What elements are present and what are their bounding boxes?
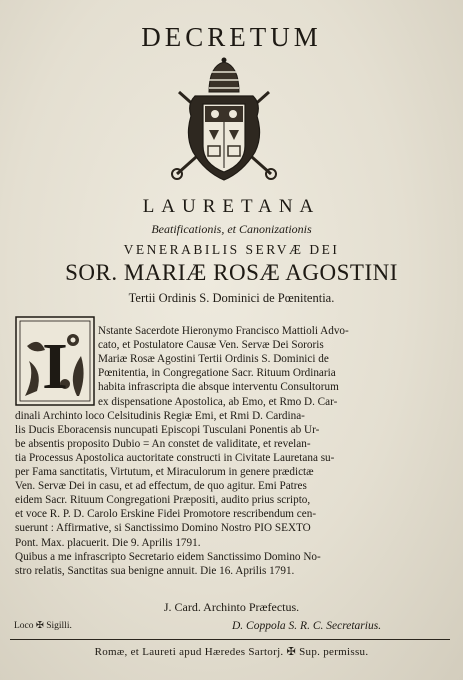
order-line: Tertii Ordinis S. Dominici de Pœnitentia. [128, 291, 335, 305]
body-line: Mariæ Rosæ Agostini Tertii Ordinis S. Dominici de [98, 353, 329, 366]
body-line: stro relatis, Sanctitas sua benigne annuit. Die 16. Aprilis 1791. [15, 564, 295, 577]
body-line: be absentis proposito Dubio = An constet de validitate, et revelan- [15, 437, 311, 450]
body-line: cato, et Postulatore Causæ Ven. Servæ Dei Sororis [98, 339, 324, 352]
prefect-signature: J. Card. Archinto Præfectus. [163, 600, 300, 614]
document-title: DECRETUM [141, 22, 322, 52]
body-line: et voce R. P. D. Carolo Erskine Fidei Promotore rescribendum cen- [15, 508, 317, 521]
divider [10, 639, 450, 640]
servant-name: SOR. MARIÆ ROSÆ AGOSTINI [65, 260, 398, 285]
body-line: tia Processus Apostolica auctoritate constructi in Civitate Lauretana su- [15, 451, 335, 464]
coat-of-arms-icon [165, 56, 283, 186]
body-line: lis Ducis Eboracensis nuncupati Episcopi Tusculani Ponentis ab Ur- [15, 423, 320, 436]
body-line: Pœnitentia, in Congregatione Sacr. Rituum Ordinaria [98, 367, 336, 380]
svg-text:I: I [42, 330, 68, 403]
secretary-signature: D. Coppola S. R. C. Secretarius. [232, 620, 382, 632]
body-line: suerunt : Affirmative, si Sanctissimo Domino Nostro PIO SEXTO [15, 522, 311, 535]
body-line: eidem Sacr. Rituum Congregationi Præpositi, audito prius scripto, [15, 494, 311, 507]
decorated-initial-icon [15, 316, 95, 406]
body-line: ex dispensatione Apostolica, ab Emo, et Rmo D. Car- [98, 395, 338, 408]
cause-subtitle: Beatificationis, et Canonizationis [151, 222, 312, 236]
body-line: per Fama sanctitatis, Virtutum, et Miraculorum in genere prædictæ [15, 466, 314, 478]
body-line: Quibus a me infrascripto Secretario eidem Sanctissimo Domino No- [15, 550, 321, 563]
seal-place: Loco ✠ Sigilli. [14, 621, 72, 631]
printer-imprint: Romæ, et Laureti apud Hæredes Sartorj. ✠ Sup. permissu. [94, 646, 369, 658]
place-heading: LAURETANA [142, 196, 321, 217]
venerabilis-heading: VENERABILIS SERVÆ DEI [123, 242, 340, 257]
body-line: Nstante Sacerdote Hieronymo Francisco Mattioli Advo- [98, 325, 349, 337]
body-line: dinali Archinto loco Celsitudinis Regiæ Emi, et Rmi D. Cardina- [15, 409, 305, 422]
body-line: habita infrascripta die absque interventu Consultorum [98, 381, 339, 394]
body-line: Pont. Max. placuerit. Die 9. Aprilis 1791. [15, 536, 201, 549]
body-line: Ven. Servæ Dei in casu, et ad effectum, de quo agitur. Emi Patres [15, 480, 307, 493]
